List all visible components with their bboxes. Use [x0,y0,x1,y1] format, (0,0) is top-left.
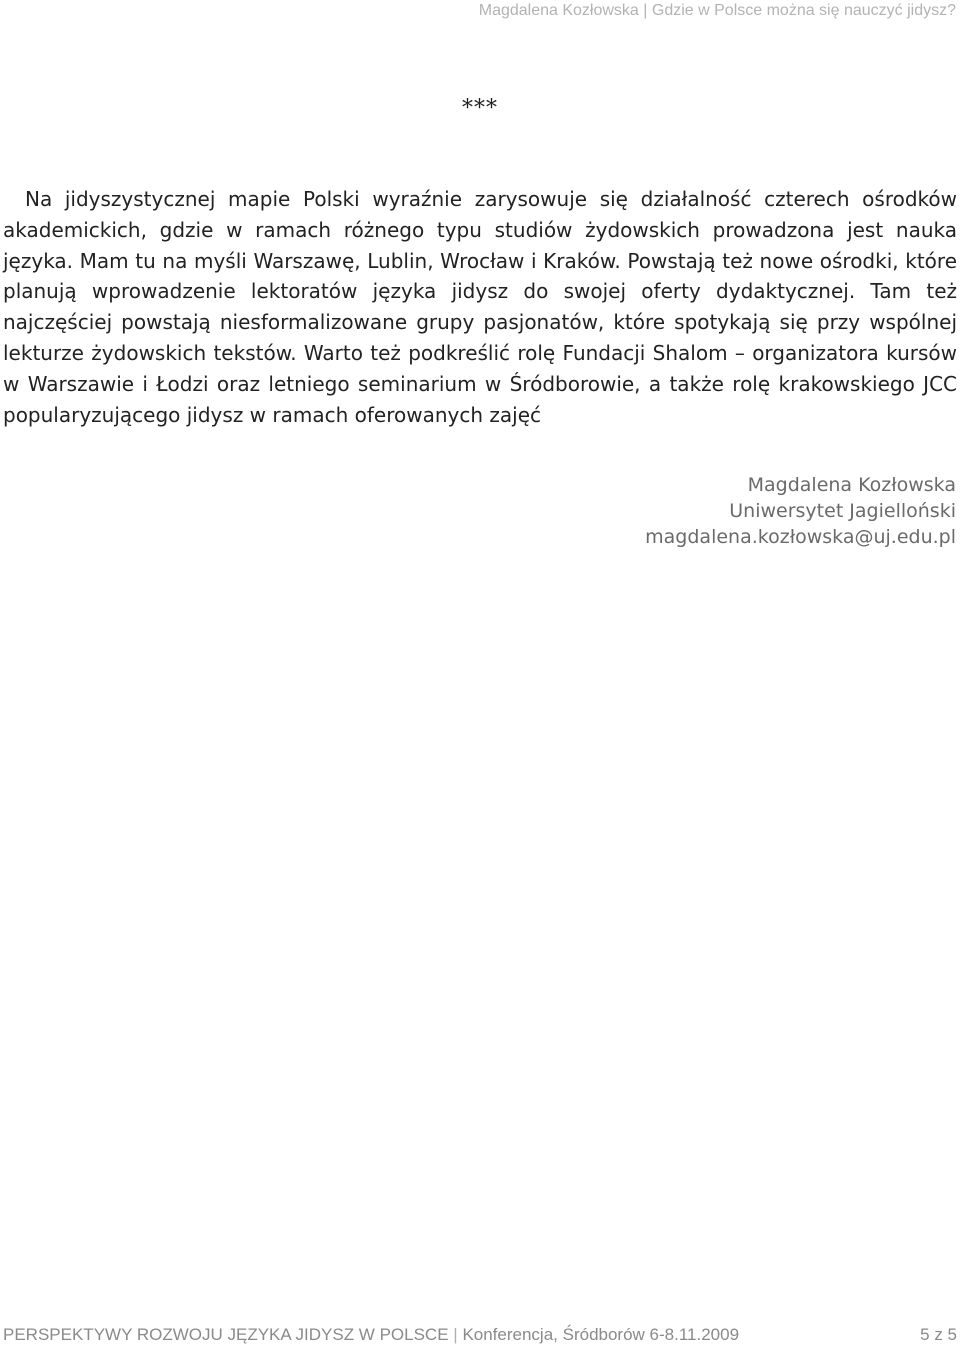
body-paragraph-text: Na jidyszystycznej mapie Polski wyraźnie zarysowuje się działalność czterech ośrodków akademickich, gdzie w ramach różnego typu studiów żydowskich prowadzona jest nauka języka. Mam tu na myśli Warszawę, Lublin, Wrocław i Kraków. Powstają też nowe ośrodki, które planują wprowadzenie lektoratów języka jidysz do swojej oferty dydaktycznej. Tam też najczęściej powstają niesformalizowane grupy pasjonatów, które spotykają się przy wspólnej lekturze żydowskich tekstów. Warto też podkreślić rolę Fundacji Shalom – organizatora kursów w Warszawie i Łodzi oraz letniego seminarium w Śródborowie, a także rolę krakowskiego JCC popularyzującego jidysz w ramach oferowanych zajęć [3,187,957,427]
footer-left [3,1325,739,1345]
author-email: magdalena.kozłowska@uj.edu.pl [645,526,956,548]
running-header: Magdalena Kozłowska | Gdzie w Polsce można się nauczyć jidysz? [478,2,956,19]
author-signature [645,472,956,550]
footer-separator: | [453,1325,458,1344]
section-separator: *** [462,96,498,121]
footer-event: Konferencja, Śródborów 6-8.11.2009 [462,1325,740,1344]
author-affiliation: Uniwersytet Jagielloński [729,500,956,522]
author-name: Magdalena Kozłowska [747,474,956,496]
body-paragraph [3,184,957,430]
footer-series: PERSPEKTYWY ROZWOJU JĘZYKA JIDYSZ W POLSCE [3,1325,449,1344]
page-number: 5 z 5 [920,1325,957,1344]
